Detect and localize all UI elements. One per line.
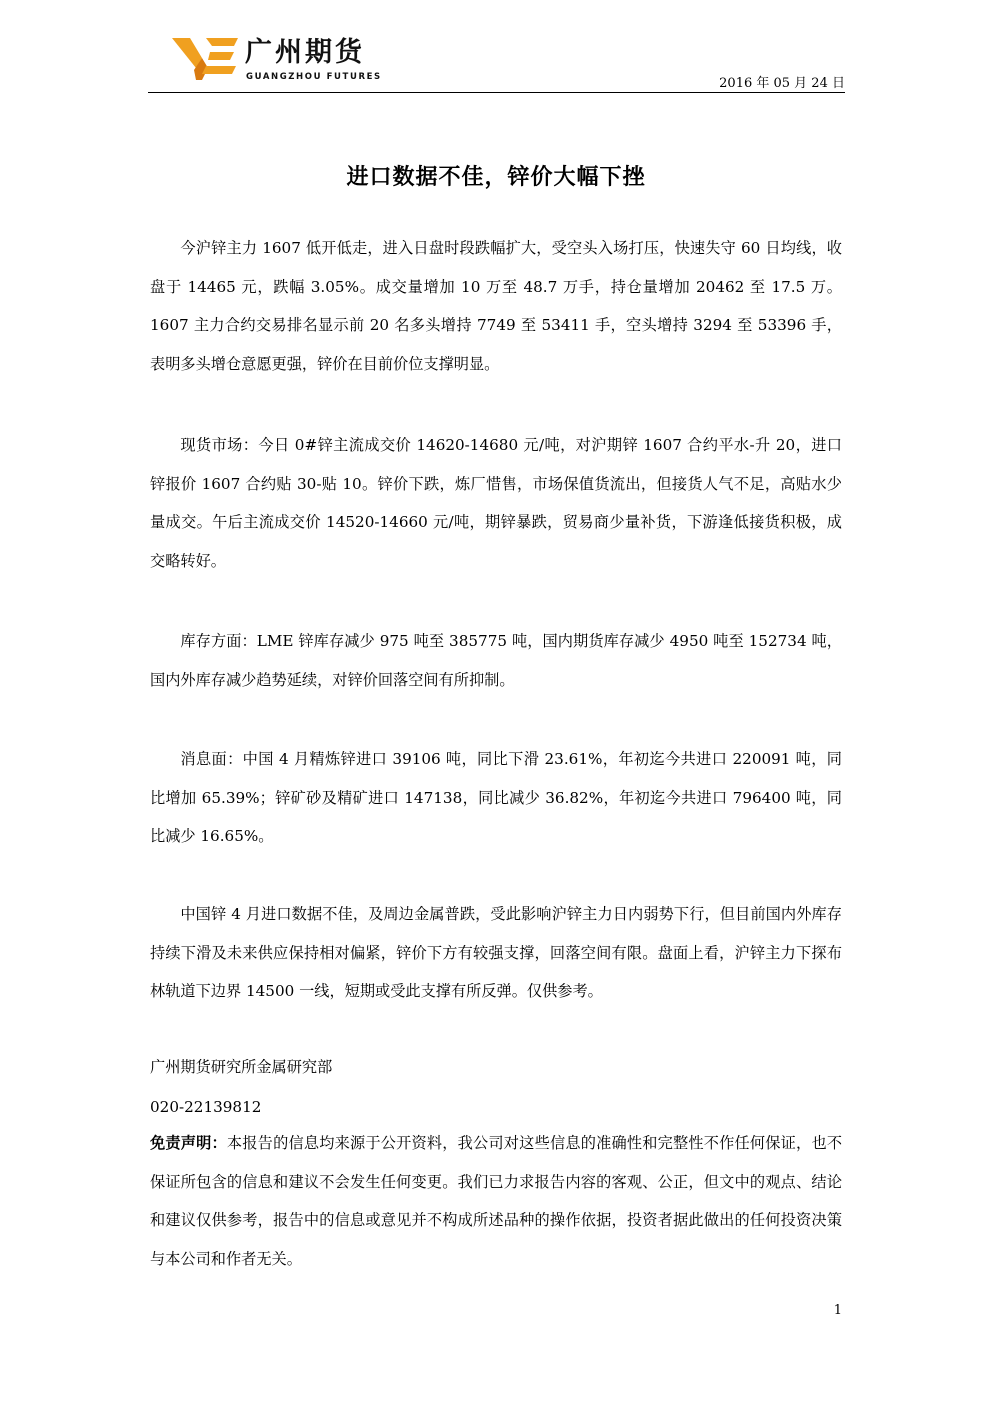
paragraph-inventory: 库存方面：LME 锌库存减少 975 吨至 385775 吨，国内期货库存减少 4950 吨至 152734 吨，国内外库存减少趋势延续，对锌价回落空间有所抑制。: [150, 632, 842, 689]
disclaimer: [150, 1124, 842, 1278]
disclaimer-text: 本报告的信息均来源于公开资料，我公司对这些信息的准确性和完整性不作任何保证，也不保证所包含的信息和建议不会发生任何变更。我们已力求报告内容的客观、公正，但文中的观点、结论和建议仅供参考，报告中的信息或意见并不构成所述品种的操作依据，投资者据此做出的任何投资决策与本公司和作者无关。: [150, 1134, 843, 1268]
paragraph-spot: 现货市场：今日 0#锌主流成交价 14620-14680 元/吨，对沪期锌 1607 合约平水-升 20，进口锌报价 1607 合约贴 30-贴 10。锌价下跌，炼厂惜售，市场保值货流出，但接货人气不足，高贴水少量成交。午后主流成交价 14520-14660 元/吨，期锌暴跌，贸易商少量补货，下游逢低接货积极，成交略转好。: [150, 436, 842, 570]
page-number: 1: [833, 1303, 842, 1318]
phone-number: 020-22139812: [150, 1098, 262, 1116]
logo-text-cn: 广州期货: [245, 37, 365, 68]
document-title: 进口数据不佳，锌价大幅下挫: [346, 165, 646, 190]
report-date: 2016 年 05 月 24 日: [719, 76, 845, 91]
paragraph-outlook: 中国锌 4 月进口数据不佳，及周边金属普跌，受此影响沪锌主力日内弱势下行，但目前国内外库存持续下滑及未来供应保持相对偏紧，锌价下方有较强支撑，回落空间有限。盘面上看，沪锌主力下探布林轨道下边界 14500 一线，短期或受此支撑有所反弹。仅供参考。: [150, 905, 842, 1000]
disclaimer-label: 免责声明：: [150, 1134, 227, 1152]
paragraph-market: 今沪锌主力 1607 低开低走，进入日盘时段跌幅扩大，受空头入场打压，快速失守 60 日均线，收盘于 14465 元，跌幅 3.05%。成交量增加 10 万至 48.7 万手，持仓量增加 20462 至 17.5 万。1607 主力合约交易排名显示前 20 名多头增持 7749 至 53411 手，空头增持 3294 至 53396 手，表明多头增仓意愿更强，锌价在目前价位支撑明显。: [150, 239, 842, 373]
logo-text-en: GUANGZHOU FUTURES: [246, 72, 382, 82]
header-rule: [148, 92, 845, 93]
paragraph-news: 消息面：中国 4 月精炼锌进口 39106 吨，同比下滑 23.61%，年初迄今共进口 220091 吨，同比增加 65.39%；锌矿砂及精矿进口 147138，同比减少 36.82%，年初迄今共进口 796400 吨，同比减少 16.65%。: [150, 750, 842, 845]
logo-mark-icon: [172, 38, 238, 80]
company-logo: [172, 36, 412, 88]
department-name: 广州期货研究所金属研究部: [150, 1058, 333, 1076]
page-header: [148, 30, 845, 93]
